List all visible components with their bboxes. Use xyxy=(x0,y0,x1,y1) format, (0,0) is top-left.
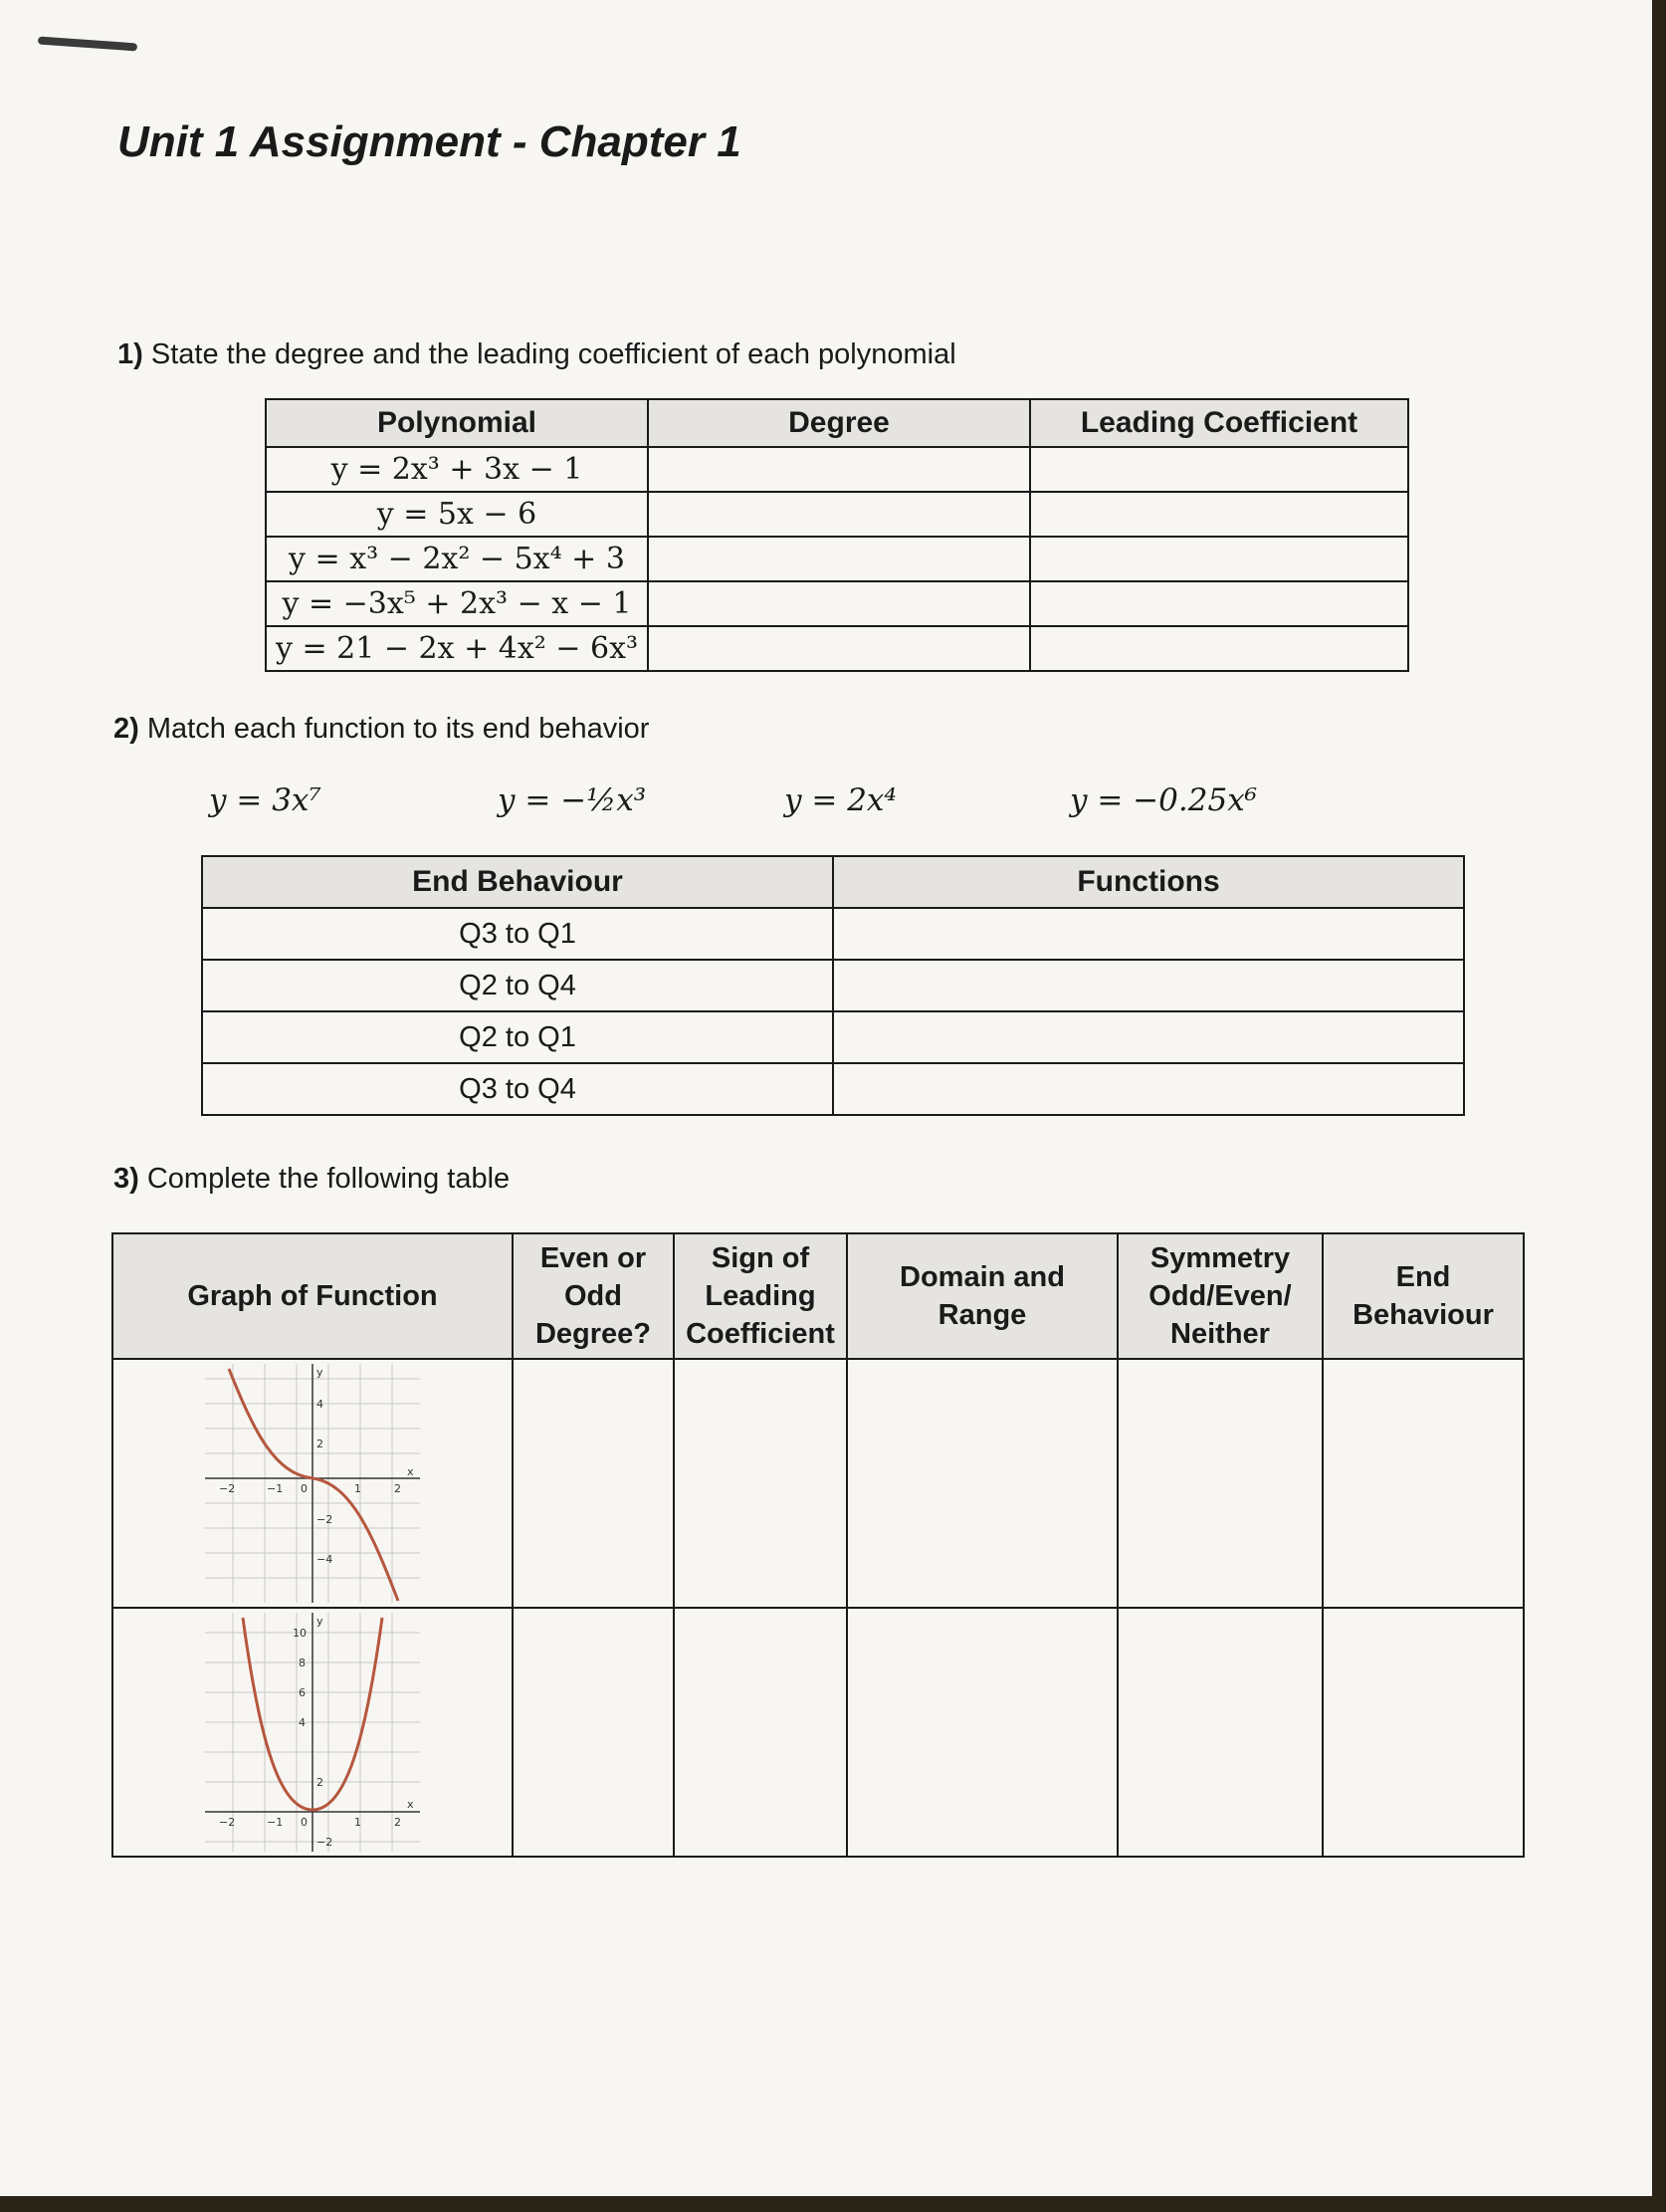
x-tick-label: 0 xyxy=(301,1482,308,1495)
graph-cell xyxy=(112,1359,513,1608)
x-axis-label: x xyxy=(407,1465,414,1478)
y-tick-label: 8 xyxy=(299,1657,306,1669)
y-tick-label: 2 xyxy=(316,1438,323,1450)
y-tick-label: 4 xyxy=(299,1716,306,1729)
question-3 xyxy=(113,1163,510,1196)
symmetry-answer-cell[interactable] xyxy=(1118,1359,1323,1608)
degree-answer-cell[interactable] xyxy=(648,492,1030,537)
y-tick-label: −2 xyxy=(316,1836,333,1849)
y-axis-label: y xyxy=(316,1615,323,1628)
even-odd-answer-cell[interactable] xyxy=(513,1608,674,1857)
behaviour-cell: Q2 to Q4 xyxy=(202,960,833,1011)
x-axis-label: x xyxy=(407,1798,414,1811)
y-tick-label: 4 xyxy=(316,1398,323,1411)
header-graph-of-function: Graph of Function xyxy=(112,1233,513,1359)
pen-mark xyxy=(38,37,137,52)
y-axis-label: y xyxy=(316,1366,323,1379)
question-1-number: 1) xyxy=(117,338,143,370)
header-leading-coefficient: Leading Coefficient xyxy=(1030,399,1408,447)
y-tick-label: 2 xyxy=(316,1776,323,1789)
behaviour-cell: Q3 to Q4 xyxy=(202,1063,833,1115)
table-row xyxy=(202,1063,1464,1115)
header-line: Symmetry xyxy=(1149,1242,1291,1274)
header-end-behaviour xyxy=(1323,1233,1524,1359)
function-option: y = −½x³ xyxy=(498,782,647,818)
header-line: End xyxy=(1395,1261,1451,1293)
coefficient-answer-cell[interactable] xyxy=(1030,492,1408,537)
coefficient-answer-cell[interactable] xyxy=(1030,626,1408,671)
y-tick-label: 10 xyxy=(293,1627,307,1640)
question-1-text: State the degree and the leading coefficient of each polynomial xyxy=(150,338,956,370)
function-answer-cell[interactable] xyxy=(833,1011,1464,1063)
coefficient-answer-cell[interactable] xyxy=(1030,581,1408,626)
table-row xyxy=(202,908,1464,960)
question-2 xyxy=(113,713,649,746)
header-line: Leading xyxy=(705,1280,816,1312)
function-option: y = 3x⁷ xyxy=(209,782,321,818)
polynomial-table xyxy=(265,398,1409,672)
table-header-row xyxy=(266,399,1408,447)
table-row xyxy=(202,960,1464,1011)
sign-answer-cell[interactable] xyxy=(674,1359,847,1608)
polynomial-cell: y = −3x⁵ + 2x³ − x − 1 xyxy=(266,581,648,626)
header-line: Degree? xyxy=(534,1318,652,1350)
header-line: Domain and xyxy=(900,1261,1065,1293)
x-tick-label: 0 xyxy=(301,1816,308,1829)
polynomial-cell: y = 2x³ + 3x − 1 xyxy=(266,447,648,492)
behaviour-cell: Q3 to Q1 xyxy=(202,908,833,960)
degree-answer-cell[interactable] xyxy=(648,626,1030,671)
table-row xyxy=(112,1608,1524,1857)
header-end-behaviour: End Behaviour xyxy=(202,856,833,908)
domain-range-answer-cell[interactable] xyxy=(847,1608,1118,1857)
table-row xyxy=(266,537,1408,581)
header-line: Coefficient xyxy=(686,1318,835,1350)
graph-even-function xyxy=(205,1613,420,1852)
header-line: Behaviour xyxy=(1353,1299,1494,1331)
table-header-row xyxy=(202,856,1464,908)
header-line: Odd/Even/ xyxy=(1148,1280,1292,1312)
domain-range-answer-cell[interactable] xyxy=(847,1359,1118,1608)
function-answer-cell[interactable] xyxy=(833,908,1464,960)
y-tick-label: −2 xyxy=(316,1513,333,1526)
question-3-text: Complete the following table xyxy=(146,1163,511,1195)
polynomial-cell: y = 21 − 2x + 4x² − 6x³ xyxy=(266,626,648,671)
degree-answer-cell[interactable] xyxy=(648,447,1030,492)
header-line: Sign of xyxy=(711,1242,810,1274)
end-behaviour-answer-cell[interactable] xyxy=(1323,1359,1524,1608)
header-line: Neither xyxy=(1170,1318,1270,1350)
even-odd-answer-cell[interactable] xyxy=(513,1359,674,1608)
x-tick-label: 1 xyxy=(354,1482,361,1495)
header-line: Even or xyxy=(539,1242,647,1274)
function-answer-cell[interactable] xyxy=(833,960,1464,1011)
graph-cell xyxy=(112,1608,513,1857)
header-sign-leading-coefficient xyxy=(674,1233,847,1359)
table-row xyxy=(112,1359,1524,1608)
symmetry-answer-cell[interactable] xyxy=(1118,1608,1323,1857)
function-answer-cell[interactable] xyxy=(833,1063,1464,1115)
table-row xyxy=(266,447,1408,492)
question-1 xyxy=(117,338,956,371)
sign-answer-cell[interactable] xyxy=(674,1608,847,1857)
table-row xyxy=(266,581,1408,626)
header-degree: Degree xyxy=(648,399,1030,447)
header-line: Odd xyxy=(564,1280,622,1312)
polynomial-cell: y = x³ − 2x² − 5x⁴ + 3 xyxy=(266,537,648,581)
graph-odd-function xyxy=(205,1364,420,1603)
x-tick-label: −2 xyxy=(219,1482,236,1495)
x-tick-label: 2 xyxy=(394,1482,401,1495)
end-behaviour-table xyxy=(201,855,1465,1116)
degree-answer-cell[interactable] xyxy=(648,581,1030,626)
function-option: y = −0.25x⁶ xyxy=(1070,782,1258,818)
x-tick-label: 2 xyxy=(394,1816,401,1829)
header-domain-range xyxy=(847,1233,1118,1359)
header-line: Range xyxy=(937,1299,1027,1331)
table-row xyxy=(266,626,1408,671)
x-tick-label: 1 xyxy=(354,1816,361,1829)
table-header-row xyxy=(112,1233,1524,1359)
page-title: Unit 1 Assignment - Chapter 1 xyxy=(117,117,741,166)
y-tick-label: 6 xyxy=(299,1686,306,1699)
function-analysis-table xyxy=(111,1232,1525,1858)
question-3-number: 3) xyxy=(113,1163,139,1195)
coefficient-answer-cell[interactable] xyxy=(1030,447,1408,492)
table-row xyxy=(202,1011,1464,1063)
header-functions: Functions xyxy=(833,856,1464,908)
degree-answer-cell[interactable] xyxy=(648,537,1030,581)
y-tick-label: −4 xyxy=(316,1553,333,1566)
header-even-odd-degree xyxy=(513,1233,674,1359)
question-2-text: Match each function to its end behavior xyxy=(146,713,650,745)
x-tick-label: −1 xyxy=(267,1816,284,1829)
end-behaviour-answer-cell[interactable] xyxy=(1323,1608,1524,1857)
function-option: y = 2x⁴ xyxy=(784,782,897,818)
x-tick-label: −2 xyxy=(219,1816,236,1829)
coefficient-answer-cell[interactable] xyxy=(1030,537,1408,581)
question-2-number: 2) xyxy=(113,713,139,745)
polynomial-cell: y = 5x − 6 xyxy=(266,492,648,537)
x-tick-label: −1 xyxy=(267,1482,284,1495)
header-symmetry xyxy=(1118,1233,1323,1359)
header-polynomial: Polynomial xyxy=(266,399,648,447)
table-row xyxy=(266,492,1408,537)
behaviour-cell: Q2 to Q1 xyxy=(202,1011,833,1063)
